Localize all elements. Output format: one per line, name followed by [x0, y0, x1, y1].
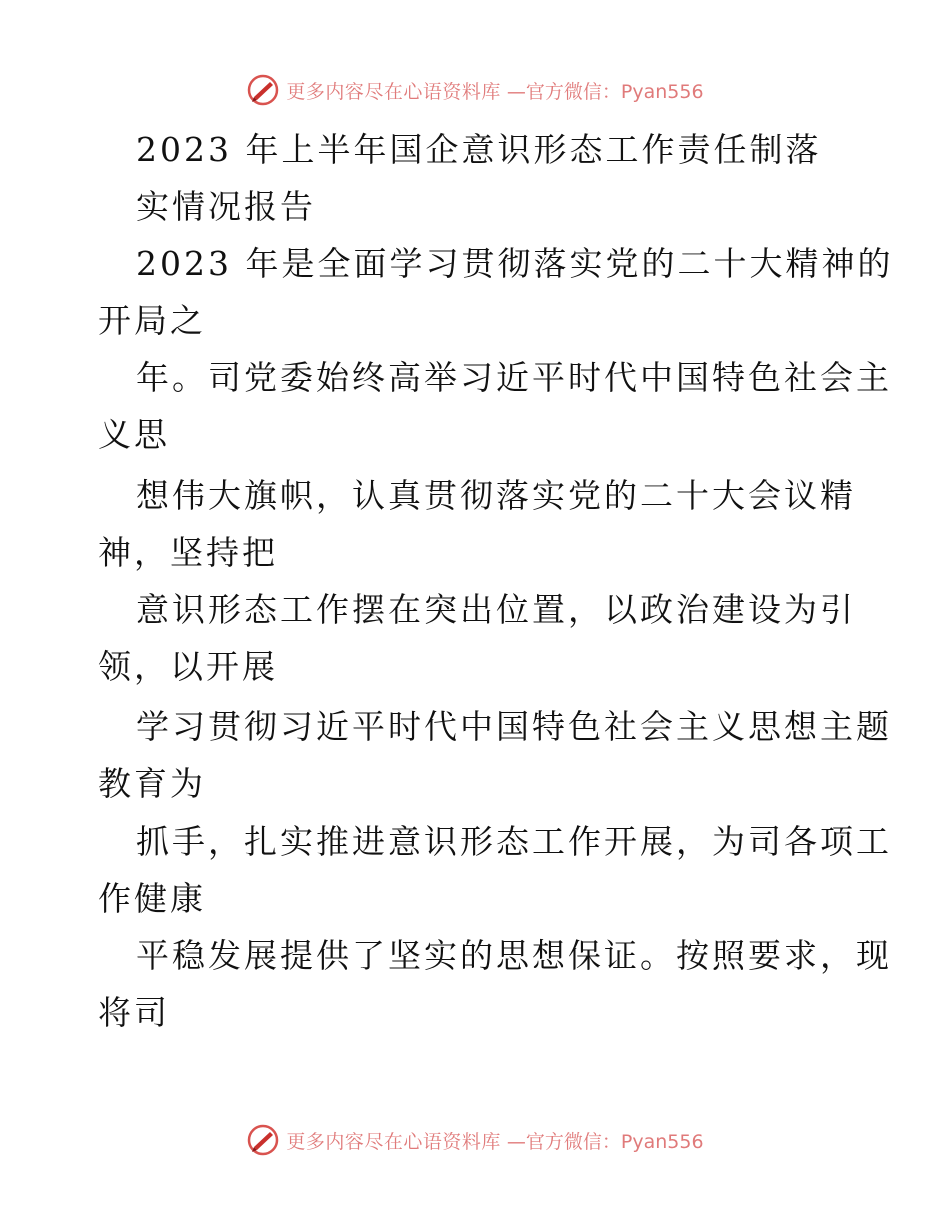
watermark-contact: —官方微信：Pyan556: [506, 80, 704, 103]
text-line: 开局之: [98, 301, 206, 340]
watermark-footer: [0, 1120, 950, 1160]
watermark-title: 更多内容尽在心语资料库: [286, 80, 501, 103]
text-line: 学习贯彻习近平时代中国特色社会主义思想主题: [136, 707, 892, 746]
text-line: 神，坚持把: [98, 533, 278, 572]
text-line: 平稳发展提供了坚实的思想保证。按照要求，现: [136, 936, 892, 975]
text-line: 抓手，扎实推进意识形态工作开展，为司各项工: [136, 822, 892, 861]
text-line: 义思: [98, 415, 170, 454]
text-line: 教育为: [98, 764, 206, 803]
watermark-contact: —官方微信：Pyan556: [506, 1130, 704, 1153]
text-line: 意识形态工作摆在突出位置，以政治建设为引: [136, 590, 856, 629]
text-line: 2023 年是全面学习贯彻落实党的二十大精神的: [136, 244, 894, 283]
text-line: 2023 年上半年国企意识形态工作责任制落: [136, 130, 822, 169]
watermark-title: 更多内容尽在心语资料库: [286, 1130, 501, 1153]
pen-logo-icon: [246, 1123, 280, 1157]
text-line: 实情况报告: [136, 187, 316, 226]
watermark-header: [0, 70, 950, 110]
text-line: 想伟大旗帜，认真贯彻落实党的二十大会议精: [136, 476, 856, 515]
text-line: 领，以开展: [98, 647, 278, 686]
pen-logo-icon: [246, 73, 280, 107]
text-line: 将司: [98, 993, 170, 1032]
text-line: 作健康: [98, 879, 206, 918]
text-line: 年。司党委始终高举习近平时代中国特色社会主: [136, 358, 892, 397]
